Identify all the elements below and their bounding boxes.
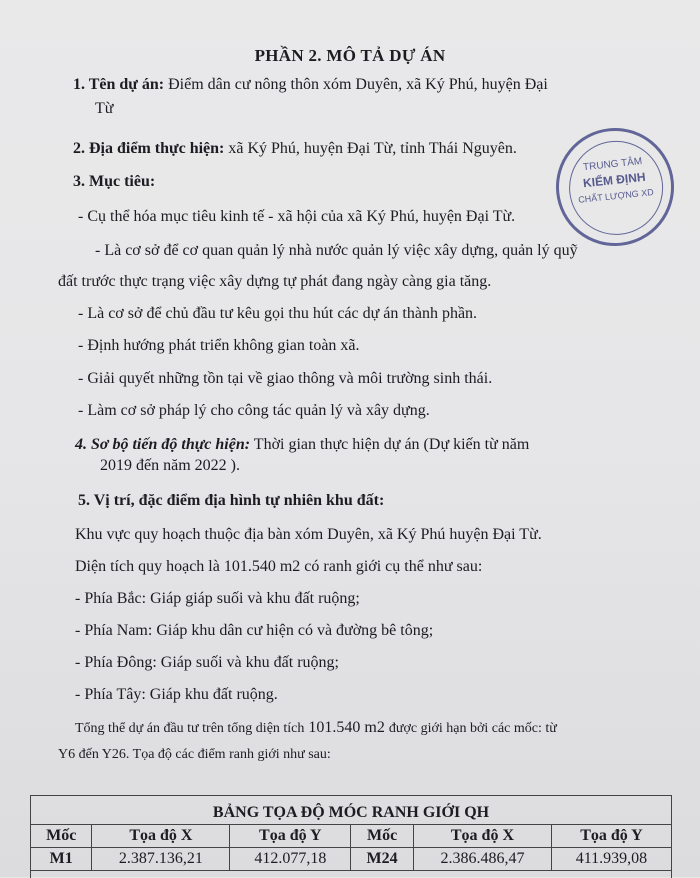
goal-1: - Cụ thể hóa mục tiêu kinh tế - xã hội của xã Ký Phú, huyện Đại Từ. xyxy=(78,208,516,225)
seal-stamp xyxy=(550,122,680,252)
table-cell: M1 xyxy=(31,848,92,871)
boundary-east: - Phía Đông: Giáp suối và khu đất ruộng; xyxy=(75,654,339,671)
paragraph-3-b: được giới hạn bởi các mốc: từ xyxy=(388,721,557,736)
goal-4: - Định hướng phát triển không gian toàn xã. xyxy=(78,337,360,354)
goal-5: - Giải quyết những tồn tại về giao thông và môi trường sinh thái. xyxy=(78,370,493,387)
seal-text-2: KIỂM ĐỊNH xyxy=(582,169,647,191)
paragraph-3 xyxy=(75,718,557,739)
paragraph-2: Diện tích quy hoạch là 101.540 m2 có ranh giới cụ thể như sau: xyxy=(75,558,483,575)
table-title: BẢNG TỌA ĐỘ MÓC RANH GIỚI QH xyxy=(212,804,490,821)
item-5-heading xyxy=(78,491,384,511)
header-cell: Tọa độ X xyxy=(413,825,551,848)
item-4-label: 4. Sơ bộ tiến độ thực hiện: xyxy=(75,436,251,453)
table-cell: 411.939,08 xyxy=(551,848,671,871)
table-header-row xyxy=(31,825,672,848)
item-1-cont: Từ xyxy=(95,100,114,117)
header-cell: Tọa độ X xyxy=(92,825,230,848)
table-cell: 412.077,18 xyxy=(230,848,351,871)
goal-3: - Là cơ sở để chủ đầu tư kêu gọi thu hút các dự án thành phần. xyxy=(78,305,478,322)
item-4-text: Thời gian thực hiện dự án (Dự kiến từ năm xyxy=(250,436,530,453)
coordinate-table xyxy=(30,824,672,871)
paragraph-3-area: 101.540 m2 xyxy=(304,719,389,736)
item-4-cont: 2019 đến năm 2022 ). xyxy=(100,457,240,474)
table-row xyxy=(31,848,672,871)
goal-2b: đất trước thực trạng việc xây dựng tự phát đang ngày càng gia tăng. xyxy=(58,273,492,290)
boundary-south: - Phía Nam: Giáp khu dân cư hiện có và đường bê tông; xyxy=(75,622,434,639)
section-title: PHẦN 2. MÔ TẢ DỰ ÁN xyxy=(254,46,446,65)
table-cell: M24 xyxy=(351,848,414,871)
paragraph-1: Khu vực quy hoạch thuộc địa bàn xóm Duyên, xã Ký Phú huyện Đại Từ. xyxy=(75,526,542,543)
item-5-label: 5. Vị trí, đặc điểm địa hình tự nhiên khu đất: xyxy=(78,492,385,509)
header-cell: Mốc xyxy=(351,825,414,848)
boundary-west: - Phía Tây: Giáp khu đất ruộng. xyxy=(75,686,278,703)
seal-text-3: CHẤT LƯỢNG XD xyxy=(577,187,655,205)
item-3-heading xyxy=(73,172,155,192)
item-3-label: 3. Mục tiêu: xyxy=(73,173,156,190)
paragraph-3-cont: Y6 đến Y26. Tọa độ các điểm ranh giới như sau: xyxy=(58,747,331,762)
item-2-text: xã Ký Phú, huyện Đại Từ, tỉnh Thái Nguyên. xyxy=(224,140,517,157)
item-4 xyxy=(75,435,529,455)
item-1-label: 1. Tên dự án: xyxy=(73,76,165,93)
item-1-text: Điểm dân cư nông thôn xóm Duyên, xã Ký Phú, huyện Đại xyxy=(164,76,548,93)
seal-text-1: TRUNG TÂM xyxy=(582,156,643,174)
header-cell: Tọa độ Y xyxy=(230,825,351,848)
table-cell: 2.386.486,47 xyxy=(413,848,551,871)
goal-6: - Làm cơ sở pháp lý cho công tác quản lý và xây dựng. xyxy=(78,402,430,419)
goal-2a: - Là cơ sở để cơ quan quản lý nhà nước quản lý việc xây dựng, quản lý quỹ xyxy=(95,242,578,259)
paragraph-3-a: Tổng thể dự án đầu tư trên tổng diện tích xyxy=(75,721,305,736)
boundary-north: - Phía Bắc: Giáp giáp suối và khu đất ruộng; xyxy=(75,590,360,607)
coordinate-table-box xyxy=(30,795,672,878)
table-cell: 2.387.136,21 xyxy=(92,848,230,871)
header-cell: Tọa độ Y xyxy=(551,825,671,848)
item-2 xyxy=(73,139,517,159)
item-2-label: 2. Địa điểm thực hiện: xyxy=(73,140,225,157)
item-1 xyxy=(73,75,548,95)
header-cell: Mốc xyxy=(31,825,92,848)
